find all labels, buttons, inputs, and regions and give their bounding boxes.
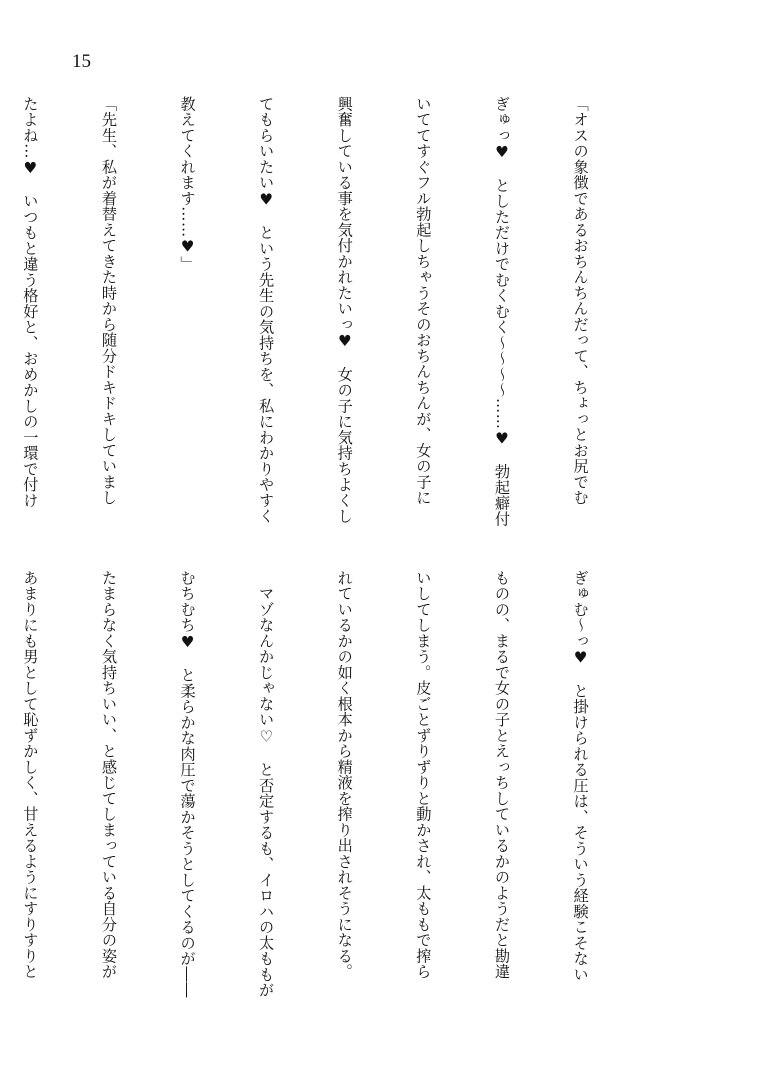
text-line: 「オスの象徴であるおちんちんだって、ちょっとお尻でむ <box>571 96 590 506</box>
text-line: むちむち♥ と柔らかな肉圧で蕩かそうとしてくるのが―― <box>178 570 197 999</box>
text-line: いててすぐフル勃起しちゃうそのおちんちんが、女の子に <box>414 96 433 506</box>
text-line: ぎゅっ♥ としただけでむくむく〜〜〜〜……♥ 勃起癖付 <box>492 96 511 527</box>
text-line: 興奮している事を気付かれたいっ♥ 女の子に気持ちよくし <box>335 96 354 525</box>
text-line: てもらいたい♥ という先生の気持ちを、私にわかりやすく <box>257 96 276 525</box>
text-line: たまらなく気持ちいい、と感じてしまっている自分の姿が <box>99 570 118 980</box>
text-line: ぎゅむ〜っ♥ と掛けられる圧は、そういう経験こそない <box>571 570 590 983</box>
text-line: いしてしまう。皮ごとずりずりと動かされ、太ももで搾ら <box>414 570 433 980</box>
text-line: 教えてくれます……♥」 <box>178 96 197 273</box>
text-line: れているかの如く根本から精液を搾り出されそうになる。 <box>335 570 354 980</box>
page-number: 15 <box>72 51 91 72</box>
bottom-text-block <box>0 570 646 1010</box>
top-text-block <box>0 96 646 536</box>
text-line: あまりにも男として恥ずかしく、甘えるようにすりすりと <box>21 570 40 980</box>
text-line: たよね…♥ いつもと違う格好と、おめかしの一環で付け <box>21 96 40 509</box>
text-line: 「先生、私が着替えてきた時から随分ドキドキしていまし <box>99 96 118 506</box>
text-line: マゾなんかじゃない♡ と否定するも、イロハの太ももが <box>257 570 276 999</box>
text-line: ものの、まるで女の子とえっちしているかのようだと勘違 <box>492 570 511 980</box>
